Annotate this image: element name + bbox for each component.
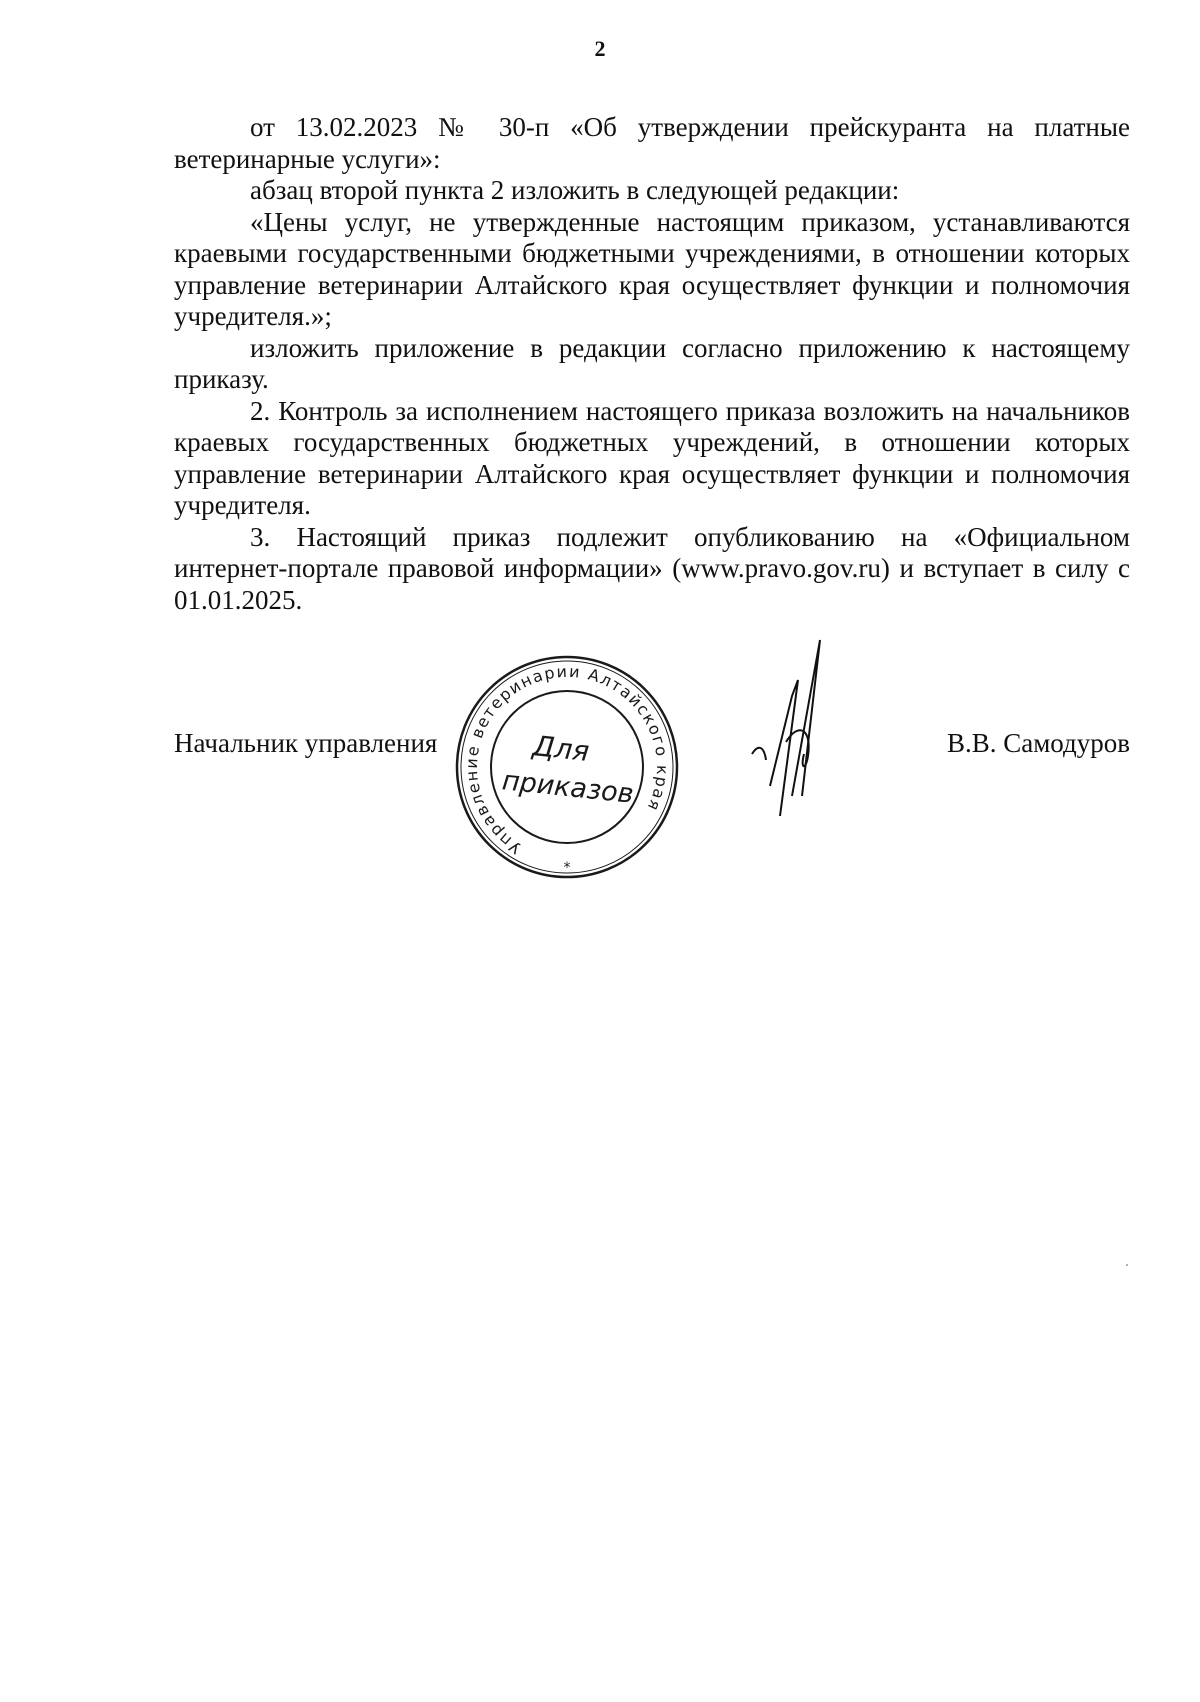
handwritten-signature [750, 636, 860, 836]
scan-speck [1126, 1264, 1128, 1266]
official-stamp [452, 652, 682, 882]
stamp-ring-text: Управление ветеринарии Алтайского края [461, 661, 673, 858]
paragraph-amended-order: от 13.02.2023 № 30-п «Об утверждении прейскуранта на платные ветеринарные услуги»: [174, 112, 1130, 174]
paragraph-appendix: изложить приложение в редакции согласно приложению к настоящему приказу. [174, 332, 1130, 394]
order-text [174, 112, 1130, 616]
signer-position: Начальник управления [174, 728, 438, 758]
paragraph-quoted-text: «Цены услуг, не утвержденные настоящим приказом, устанавливаются краевыми государственными бюджетными учреждениями, в отношении которых управление ветеринарии Алтайского края осуществляет функции и полномочия учредителя.»; [174, 206, 1130, 331]
svg-text:*: * [563, 860, 571, 876]
page-number: 2 [594, 36, 606, 61]
stamp-center-line-1: Для [531, 729, 591, 768]
signer-name: В.В. Самодуров [946, 728, 1130, 758]
paragraph-amend-clause: абзац второй пункта 2 изложить в следующей редакции: [250, 175, 900, 205]
stamp-center-line-2: приказов [500, 765, 636, 810]
svg-text:Управление ветеринарии Алтайск [452, 652, 682, 882]
paragraph-item-2: 2. Контроль за исполнением настоящего приказа возложить на начальников краевых государственных бюджетных учреждений, в отношении которых управление ветеринарии Алтайского края осуществляет функции и полномочия учредителя. [174, 395, 1130, 520]
paragraph-item-3: 3. Настоящий приказ подлежит опубликованию на «Официальном интернет-портале правовой информации» (www.pravo.gov.ru) и вступает в силу с 01.01.2025. [174, 521, 1130, 615]
